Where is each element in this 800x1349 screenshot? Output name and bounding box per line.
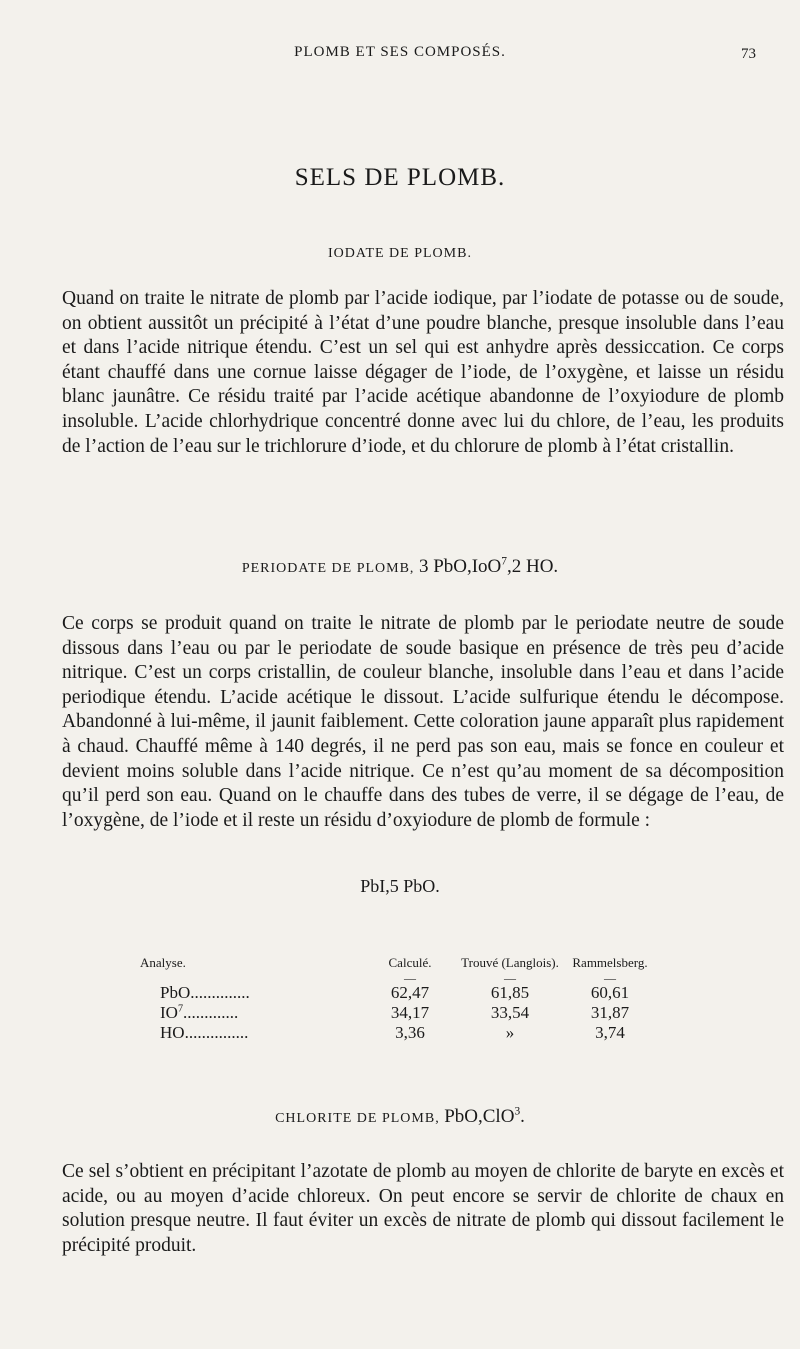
- page-number: 73: [741, 46, 756, 62]
- chlorite-heading: [0, 1106, 800, 1128]
- running-title: PLOMB ET SES COMPOSÉS.: [294, 44, 506, 60]
- chlorite-formula: PbO,ClO$^3$.: [444, 1105, 525, 1127]
- analysis-table: [140, 955, 660, 1043]
- col-header-analyse: Analyse.: [140, 955, 186, 970]
- table-row: PbO.............. 62,47 61,85 60,61: [160, 983, 630, 1002]
- iodate-paragraph: Quand on traite le nitrate de plomb par l’acide iodique, par l’iodate de potasse ou de soude, on obtient aussitôt un précipité à l’état d’une poudre blanche, presque insoluble dans l’eau et dans l’acide nitrique étendu. C’est un sel qui est anhydre après dessiccation. Ce corps étant chauffé dans une cornue laisse dégager de l’iode, de l’oxygène, et laisse un résidu blanc jaunâtre. Ce résidu traité par l’acide acétique abandonne de l’oxyiodure de plomb insoluble. L’acide chlorhydrique concentré donne avec lui du chlore, de l’eau, les produits de l’action de l’eau sur le trichlorure d’iode, et du chlorure de plomb à l’état cristallin.: [62, 288, 784, 457]
- periodate-heading-label: PERIODATE DE PLOMB,: [241, 561, 415, 576]
- residue-formula: PbI,5 PbO.: [360, 876, 440, 896]
- section-title: SELS DE PLOMB.: [294, 164, 506, 191]
- table-row: HO............... 3,36 » 3,74: [160, 1023, 625, 1042]
- periodate-formula: 3 PbO,IoO$^7$,2 HO.: [418, 555, 559, 577]
- periodate-heading: [0, 556, 800, 578]
- chlorite-heading-label: CHLORITE DE PLOMB,: [275, 1111, 440, 1126]
- dash-row: — — —: [404, 971, 616, 985]
- col-header-rammelsberg: Rammelsberg.: [572, 955, 648, 970]
- chlorite-paragraph: Ce sel s’obtient en précipitant l’azotate de plomb au moyen de chlorite de baryte en excès et acide, ou au moyen d’acide chloreux. On peut encore se servir de chlorite de chaux en solution presque neutre. Il faut éviter un excès de nitrate de plomb qui dissout facilement le précipité produit.: [62, 1161, 784, 1256]
- iodate-heading: IODATE DE PLOMB.: [328, 246, 472, 261]
- col-header-calcule: Calculé.: [388, 955, 432, 970]
- table-row: $IO^7$............. 34,17 33,54 31,87: [160, 1003, 630, 1022]
- col-header-langlois: Trouvé (Langlois).: [461, 955, 559, 970]
- periodate-paragraph: Ce corps se produit quand on traite le nitrate de plomb par le periodate neutre de soude dissous dans l’eau ou par le periodate de soude basique en présence de très peu d’acide nitrique. C’est un corps cristallin, de couleur blanche, insoluble dans l’eau et dans l’acide periodique étendu. L’acide acétique le dissout. L’acide sulfurique étendu le décompose. Abandonné à lui-même, il jaunit faiblement. Cette coloration jaune apparaît plus rapidement à chaud. Chauffé même à 140 degrés, il ne perd pas son eau, mais se fonce en couleur et devient moins soluble dans l’acide nitrique. Ce n’est qu’au moment de sa décomposition qu’il perd son eau. Quand on le chauffe dans des tubes de verre, il se dégage de l’eau, de l’oxygène, de l’iode et il reste un résidu d’oxyiodure de plomb de formule :: [62, 613, 784, 831]
